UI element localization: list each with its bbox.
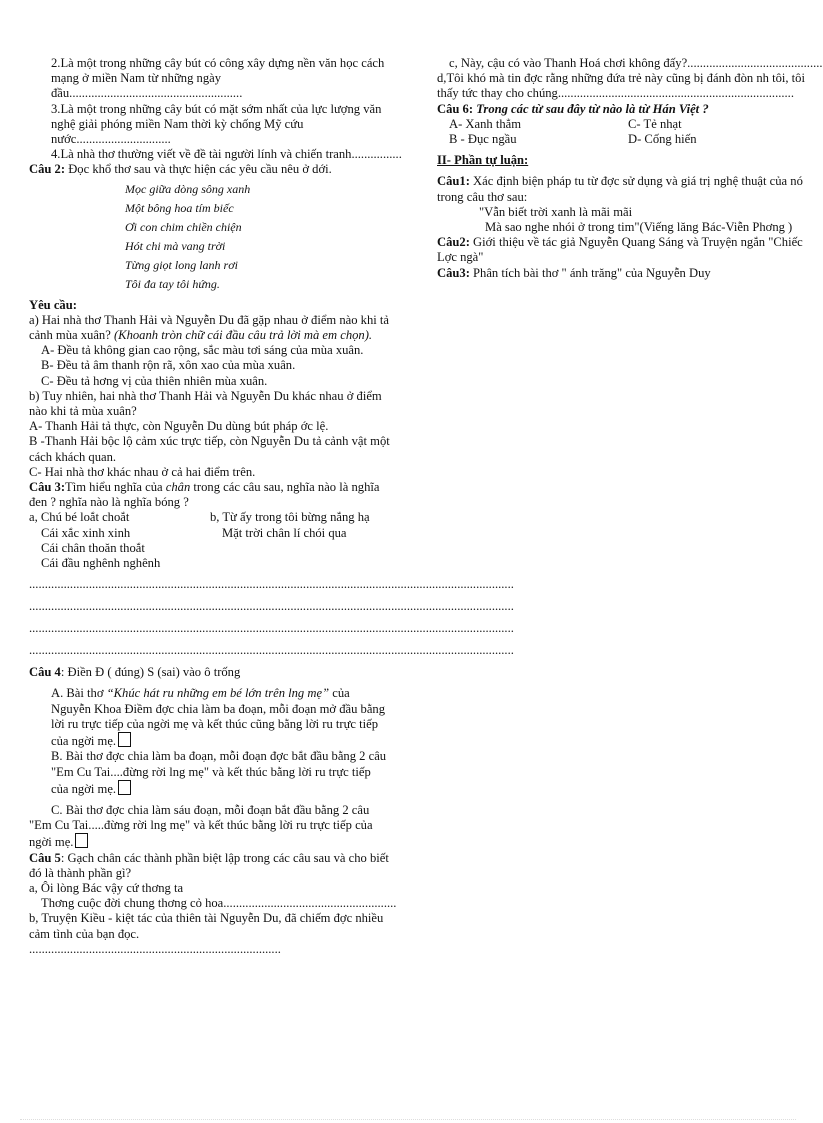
question-3 <box>29 480 391 510</box>
poem-line: Một bông hoa tím biếc <box>125 200 234 215</box>
q2-a-note: (Khoanh tròn chữ cái đầu câu trả lời mà em chọn). <box>113 328 373 343</box>
poem <box>29 180 391 294</box>
example-line: b, Từ ấy trong tôi bừng nắng hạ <box>210 510 370 525</box>
answer-line[interactable]: .......................................................................................................................................................... <box>29 643 514 658</box>
question-4 <box>29 665 391 680</box>
question-2 <box>29 162 391 177</box>
poem-line: Từng giọt long lanh rơi <box>125 257 238 272</box>
q3-keyword: chân <box>165 480 191 495</box>
poem-quote-line: Mà sao nghe nhói ở trong tim"(Viếng lăng Bác-Viễn Phơng ) <box>485 220 793 235</box>
q6-options <box>437 132 807 147</box>
q2-b-option[interactable]: C- Hai nhà thơ khác nhau ở cả hai điểm trên. <box>29 464 256 479</box>
question-6 <box>437 102 807 117</box>
answer-box[interactable] <box>75 833 88 848</box>
q2-part-a <box>29 313 391 343</box>
essay1-label: Câu1: <box>437 174 470 189</box>
q3-text-after: trong các câu sau, nghĩa nào là nghĩa đen ? nghĩa nào là nghĩa bóng ? <box>29 480 380 510</box>
q2-label: Câu 2: <box>29 162 66 177</box>
q2-a-option[interactable]: C- Đều tả hơng vị của thiên nhiên mùa xuân. <box>41 373 268 388</box>
poem-line: Ơi con chim chiền chiện <box>125 219 242 234</box>
essay3-text: Phân tích bài thơ " ánh trăng" của Nguyễn Duy <box>469 265 711 280</box>
q2-part-b: b) Tuy nhiên, hai nhà thơ Thanh Hải và Nguyễn Du khác nhau ở điểm nào khi tả mùa xuân? <box>29 388 382 419</box>
q6-option[interactable]: C- Tẻ nhạt <box>628 116 682 131</box>
q2-a-text: a) Hai nhà thơ Thanh Hải và Nguyễn Du đã gặp nhau ở điểm nào khi tả cảnh mùa xuân? <box>29 312 390 343</box>
poem-line: Hót chi mà vang trời <box>125 238 226 253</box>
answer-line[interactable]: .......................................................................................................................................................... <box>29 599 514 614</box>
q3-examples <box>29 510 391 571</box>
requirements-label: Yêu cầu: <box>29 297 77 312</box>
q6-options <box>437 117 807 132</box>
poem-line: Tôi đa tay tôi hứng. <box>125 276 220 291</box>
q1-item-2: 2.Là một trong những cây bút có công xây dựng nền văn học cách mạng ở miền Nam từ những ngày đầu....................................................... <box>51 56 385 101</box>
q5-sentence-c: c, Này, cậu có vào Thanh Hoá chơi không đấy?........................................... <box>449 56 823 70</box>
answer-box[interactable] <box>118 780 131 795</box>
q4-label: Câu 4 <box>29 665 61 680</box>
essay2-label: Câu2: <box>437 235 470 250</box>
example-line: Cái đầu nghênh nghênh <box>41 556 161 571</box>
question-5 <box>29 851 391 881</box>
q4-statement-a <box>29 686 391 749</box>
essay-question-3 <box>437 266 807 281</box>
q4-statement-c1: C. Bài thơ đợc chia làm sáu đoạn, mỗi đoạn bắt đầu bằng 2 câu <box>51 802 370 817</box>
q2-a-option[interactable]: A- Đều tả không gian cao rộng, sắc màu tơi sáng của mùa xuân. <box>41 343 364 358</box>
q5-sentence-a2: Thơng cuộc đời chung thơng cỏ hoa....................................................... <box>41 896 397 911</box>
example-line: Mặt trời chân lí chói qua <box>222 525 347 540</box>
q3-label: Câu 3: <box>29 480 66 495</box>
q5-text: : Gạch chân các thành phần biệt lập trong các câu sau và cho biết đó là thành phần gì? <box>29 850 389 880</box>
essay2-text: Giới thiệu về tác giả Nguyễn Quang Sáng và Truyện ngắn "Chiếc Lợc ngà" <box>437 235 803 265</box>
q6-option[interactable]: A- Xanh thẳm <box>449 116 522 131</box>
essay3-label: Câu3: <box>437 265 470 280</box>
q3-text-before: Tìm hiểu nghĩa của <box>65 480 166 495</box>
q6-label: Câu 6: <box>437 101 477 116</box>
q2-b-option[interactable]: B -Thanh Hải bộc lộ cảm xúc trực tiếp, còn Nguyễn Du tả cảnh vật một cách khách quan. <box>29 434 390 464</box>
q4-a-after: của Nguyễn Khoa Điềm đợc chia làm ba đoạn, mỗi đoạn mở đầu bằng lời ru trực tiếp của ngời mẹ và kết thúc cũng bằng lời ru trực tiếp của ngời mẹ. <box>51 686 386 749</box>
q1-item-3: 3.Là một trong những cây bút có mặt sớm nhất của lực lượng văn nghệ giải phóng miền Nam thời kỳ chống Mỹ cứu nước.............................. <box>51 101 382 147</box>
q6-option[interactable]: B - Đục ngầu <box>449 132 517 147</box>
example-line: Cái xắc xinh xinh <box>41 525 131 540</box>
q2-text: Đọc khổ thơ sau và thực hiện các yêu cầu nêu ở dới. <box>65 162 332 177</box>
essay1-text: Xác định biện pháp tu từ đợc sử dụng và giá trị nghệ thuật của nó trong câu thơ sau: <box>437 174 803 204</box>
q3-example-a <box>29 510 210 571</box>
q4-c2-text: "Em Cu Tai.....đừng rời lng mẹ" và kết thúc bằng lời ru trực tiếp của ngời mẹ. <box>29 818 373 850</box>
q4-statement-b <box>29 749 391 797</box>
example-line: Cái chân thoăn thoắt <box>41 540 145 555</box>
q6-text: Trong các từ sau đây từ nào là từ Hán Việt ? <box>476 101 709 116</box>
right-column <box>437 56 823 281</box>
q4-statement-c2 <box>29 818 391 850</box>
page-footer-rule <box>20 1119 796 1120</box>
essay-question-1 <box>437 174 807 204</box>
q4-text: : Điền Đ ( đúng) S (sai) vào ô trống <box>60 665 241 680</box>
q2-a-option[interactable]: B- Đều tả âm thanh rộn rã, xôn xao của mùa xuân. <box>41 358 296 373</box>
poem-line: Mọc giữa dòng sông xanh <box>125 181 251 196</box>
poem-quote-line: "Vẫn biết trời xanh là mãi mãi <box>479 204 633 219</box>
q3-example-b <box>210 510 391 571</box>
q4-b-text: B. Bài thơ đợc chia làm ba đoạn, mỗi đoạn đợc bắt đầu bằng 2 câu "Em Cu Tai....đừng rời lng mẹ" và kết thúc bằng lời ru trực tiếp của ngời mẹ. <box>51 749 387 796</box>
q5-sentence-a1: a, Ôi lòng Bác vậy cứ thơng ta <box>29 880 184 895</box>
q1-item-4: 4.Là nhà thơ thường viết về đề tài người lính và chiến tranh................ <box>51 147 402 162</box>
answer-line[interactable]: .......................................................................................................................................................... <box>29 621 514 636</box>
q4-a-title: “Khúc hát ru những em bé lớn trên lng mẹ” <box>106 686 330 701</box>
example-line: a, Chú bé loắt choắt <box>29 510 130 525</box>
part-2-heading: II- Phần tự luận: <box>437 153 529 168</box>
q5-sentence-b: b, Truyện Kiều - kiệt tác của thiên tài Nguyễn Du, đã chiếm đợc nhiều cảm tình của bạn đọc. ................................................................................ <box>29 911 384 956</box>
q5-label: Câu 5 <box>29 850 61 865</box>
q2-b-option[interactable]: A- Thanh Hải tả thực, còn Nguyễn Du dùng bút pháp ớc lệ. <box>29 419 329 434</box>
essay-question-2 <box>437 235 807 265</box>
answer-line[interactable]: .......................................................................................................................................................... <box>29 577 514 592</box>
q4-a-before: A. Bài thơ <box>51 686 107 701</box>
q5-sentence-d: d,Tôi khó mà tin đợc rằng những đứa trẻ này cũng bị đánh đòn nh tôi, tôi thấy tức thay cho chúng........................................................................... <box>437 71 805 101</box>
q6-option[interactable]: D- Cống hiến <box>628 132 697 147</box>
answer-box[interactable] <box>118 732 131 747</box>
